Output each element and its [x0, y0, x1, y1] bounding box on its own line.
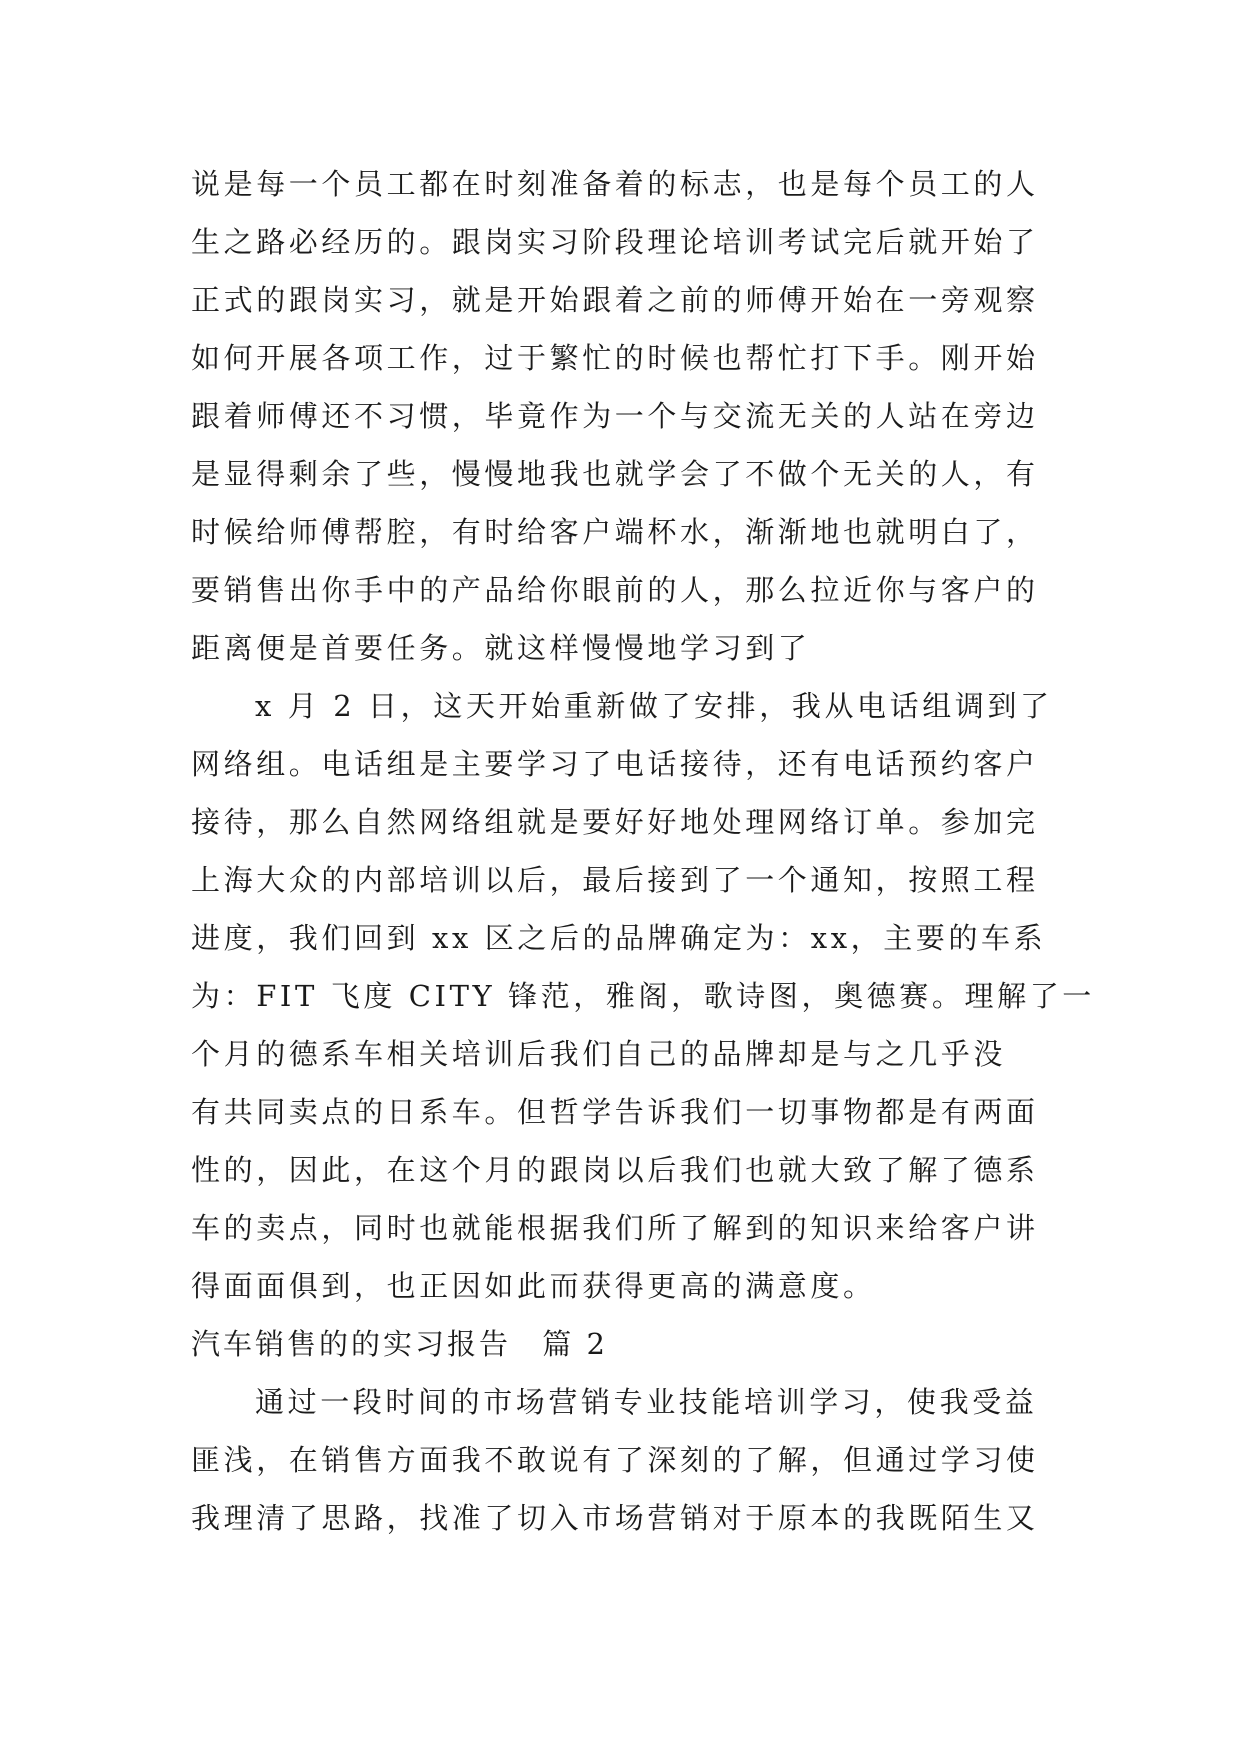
paragraph-line: 如何开展各项工作，过于繁忙的时候也帮忙打下手。刚开始 [191, 341, 1039, 375]
paragraph-line: 网络组。电话组是主要学习了电话接待，还有电话预约客户 [191, 747, 1039, 781]
paragraph-line: 通过一段时间的市场营销专业技能培训学习，使我受益 [255, 1385, 1038, 1419]
paragraph-1 [191, 155, 1061, 677]
paragraph-line: 说是每一个员工都在时刻准备着的标志，也是每个员工的人 [191, 167, 1039, 201]
paragraph-3 [191, 1373, 1061, 1547]
section-heading-title: 汽车销售的的实习报告 [191, 1327, 512, 1361]
paragraph-line: 接待，那么自然网络组就是要好好地处理网络订单。参加完 [191, 805, 1039, 839]
paragraph-line: 跟着师傅还不习惯，毕竟作为一个与交流无关的人站在旁边 [191, 399, 1039, 433]
paragraph-line: 得面面俱到，也正因如此而获得更高的满意度。 [191, 1269, 876, 1303]
paragraph-line: 我理清了思路，找准了切入市场营销对于原本的我既陌生又 [191, 1501, 1039, 1535]
paragraph-line: 上海大众的内部培训以后，最后接到了一个通知，按照工程 [191, 863, 1039, 897]
paragraph-line: 进度，我们回到 xx 区之后的品牌确定为：xx，主要的车系 [191, 921, 1047, 955]
paragraph-line: 有共同卖点的日系车。但哲学告诉我们一切事物都是有两面 [191, 1095, 1039, 1129]
paragraph-line: 时候给师傅帮腔，有时给客户端杯水，渐渐地也就明白了， [191, 515, 1039, 549]
paragraph-line: 是显得剩余了些，慢慢地我也就学会了不做个无关的人，有 [191, 457, 1039, 491]
paragraph-line: 车的卖点，同时也就能根据我们所了解到的知识来给客户讲 [191, 1211, 1039, 1245]
paragraph-line: 为：FIT 飞度 CITY 锋范，雅阁，歌诗图，奥德赛。理解了一 [191, 979, 1095, 1013]
paragraph-line: 匪浅，在销售方面我不敢说有了深刻的了解，但通过学习使 [191, 1443, 1039, 1477]
paragraph-line: 生之路必经历的。跟岗实习阶段理论培训考试完后就开始了 [191, 225, 1039, 259]
document-body [191, 155, 1095, 1547]
section-heading [191, 1315, 1061, 1373]
paragraph-line: 正式的跟岗实习，就是开始跟着之前的师傅开始在一旁观察 [191, 283, 1039, 317]
paragraph-line: 距离便是首要任务。就这样慢慢地学习到了 [191, 631, 811, 665]
paragraph-line: 要销售出你手中的产品给你眼前的人，那么拉近你与客户的 [191, 573, 1039, 607]
section-heading-number: 篇 2 [542, 1327, 608, 1361]
section-heading-spacer [521, 1327, 531, 1361]
paragraph-line: x 月 2 日，这天开始重新做了安排，我从电话组调到了 [255, 689, 1053, 723]
paragraph-2 [191, 677, 1095, 1315]
paragraph-line: 性的，因此，在这个月的跟岗以后我们也就大致了解了德系 [191, 1153, 1039, 1187]
paragraph-line: 个月的德系车相关培训后我们自己的品牌却是与之几乎没 [191, 1037, 1007, 1071]
